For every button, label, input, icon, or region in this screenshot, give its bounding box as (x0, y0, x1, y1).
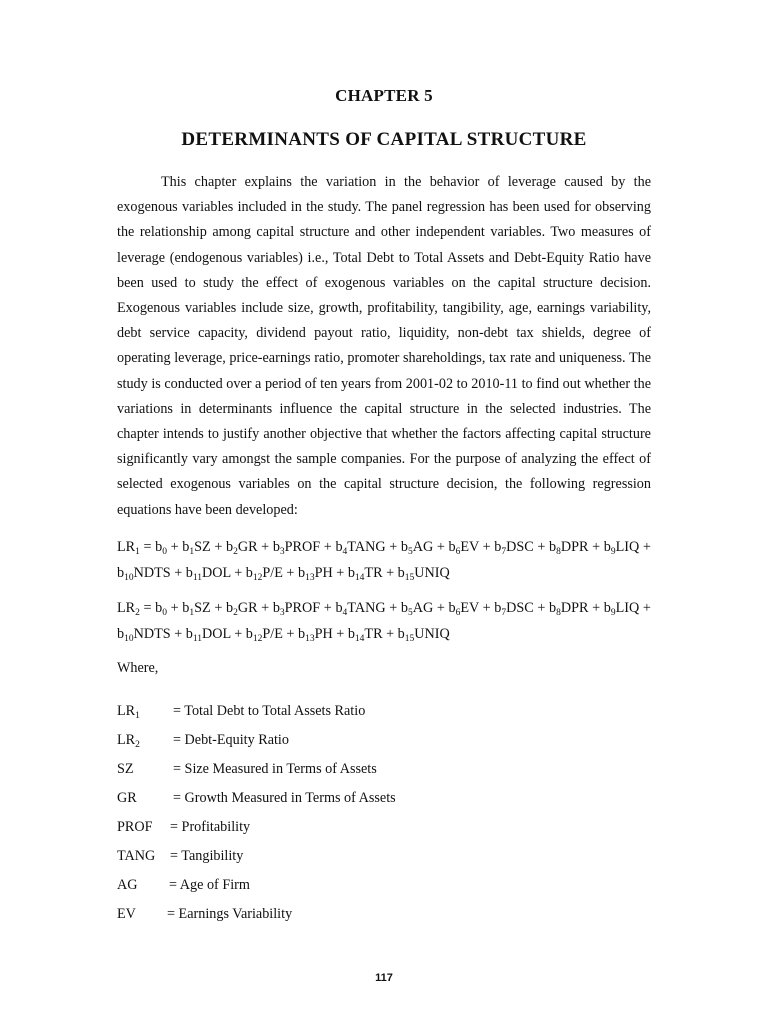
equation-term (398, 626, 450, 642)
term-coefficient: b (117, 564, 125, 581)
term-subscript: 7 (501, 547, 507, 557)
term-coefficient: b (397, 564, 405, 581)
term-variable: DSC (506, 539, 534, 555)
term-coefficient: b (182, 539, 190, 555)
term-subscript: 1 (189, 608, 195, 618)
regression-equation-2: $LR_2 = b_0 + b_1SZ + b_2GR$ + $b_3PROF$ + $b_4TANG + b_5AG + b_6EV + b_7DSC + b_8DPR + b_9LIQ$ + $b_{10}NDTS + b_{11}DOL + b_{12}P/E + b_{13}PH + b_{14}TR$ + $b_{15}UNIQ$ (117, 600, 651, 644)
term-variable: EV (460, 600, 479, 616)
equation-term (246, 626, 283, 642)
term-variable: UNIQ (414, 625, 450, 642)
term-subscript: 3 (279, 608, 285, 618)
symbol-text: EV (117, 906, 136, 922)
term-coefficient: b (245, 625, 253, 642)
definition-row (117, 726, 651, 755)
definition-text: = Age of Firm (169, 877, 250, 893)
definition-row (117, 755, 651, 784)
definition-symbol (117, 726, 140, 755)
term-coefficient: b (297, 564, 306, 581)
term-subscript: 4 (342, 547, 348, 557)
equation-term (448, 539, 479, 555)
term-variable: PH (314, 564, 333, 581)
equation-term (186, 626, 231, 642)
equation-term (298, 626, 333, 642)
term-subscript: 6 (455, 547, 461, 557)
term-subscript: 2 (233, 608, 238, 618)
equation-term (549, 600, 588, 616)
equation-term (226, 600, 258, 616)
equation-lhs: LR (117, 539, 136, 555)
term-subscript: 0 (162, 547, 168, 557)
term-coefficient: b (494, 539, 502, 555)
symbol-subscript: 1 (135, 711, 140, 721)
term-coefficient: b (494, 600, 502, 616)
definition-symbol (117, 784, 137, 813)
equation-term (182, 539, 210, 555)
equation-term (186, 565, 231, 581)
definition-row (117, 871, 651, 900)
definition-symbol (117, 842, 155, 871)
equation-term (401, 600, 433, 616)
definition-symbol (117, 900, 136, 929)
term-coefficient: b (347, 564, 355, 581)
definition-symbol (117, 697, 140, 726)
symbol-text: LR (117, 732, 136, 748)
term-subscript: 6 (455, 608, 461, 618)
term-subscript: 14 (354, 572, 365, 583)
equation-lhs-subscript: 1 (135, 547, 140, 557)
term-subscript: 14 (354, 633, 365, 644)
where-label: Where, (117, 660, 159, 676)
equation-term (246, 565, 283, 581)
term-variable: AG (412, 539, 434, 555)
definition-symbol (117, 871, 138, 900)
term-subscript: 10 (124, 633, 134, 644)
equation-term (604, 539, 639, 555)
term-subscript: 8 (556, 547, 561, 557)
equation-term (401, 539, 433, 555)
equation-term (335, 539, 385, 555)
chapter-label: CHAPTER 5 (335, 86, 433, 105)
term-variable: PH (314, 625, 333, 642)
term-variable: P/E (262, 564, 283, 581)
term-subscript: 15 (404, 572, 415, 583)
term-variable: PROF (284, 539, 321, 555)
equation-term (549, 539, 588, 555)
term-subscript: 10 (124, 572, 134, 583)
chapter-title: DETERMINANTS OF CAPITAL STRUCTURE (181, 129, 587, 150)
equation-term (226, 539, 258, 555)
term-coefficient: b (272, 600, 280, 616)
term-variable: AG (412, 600, 434, 616)
term-variable: SZ (194, 539, 211, 555)
equation-term (273, 539, 320, 555)
term-coefficient: b (549, 600, 557, 616)
variable-definitions (117, 697, 651, 929)
term-subscript: 2 (233, 547, 238, 557)
equation-lhs: LR (117, 600, 136, 616)
term-subscript: 12 (252, 572, 263, 583)
term-coefficient: b (117, 625, 125, 642)
term-variable: SZ (194, 600, 211, 616)
equation-term (604, 600, 639, 616)
definition-text: = Earnings Variability (167, 906, 293, 922)
equation-term (298, 565, 333, 581)
term-coefficient: b (400, 600, 408, 616)
symbol-text: LR (117, 703, 136, 719)
equation-term (117, 565, 171, 581)
term-variable: LIQ (615, 600, 640, 616)
term-coefficient: b (603, 539, 611, 555)
definition-text: = Growth Measured in Terms of Assets (173, 790, 396, 806)
term-coefficient: b (272, 539, 280, 555)
term-variable: TR (364, 625, 383, 642)
term-coefficient: b (335, 539, 343, 555)
term-coefficient: b (347, 625, 355, 642)
definition-text: = Total Debt to Total Assets Ratio (173, 703, 366, 719)
term-subscript: 5 (407, 608, 413, 618)
equation-term (335, 600, 385, 616)
equation-term (155, 539, 167, 555)
term-coefficient: b (185, 564, 193, 581)
equation-term (494, 600, 533, 616)
term-variable: NDTS (133, 625, 171, 642)
definition-row (117, 784, 651, 813)
term-variable: PROF (284, 600, 321, 616)
term-coefficient: b (225, 600, 234, 616)
term-coefficient: b (155, 539, 163, 555)
term-subscript: 0 (162, 608, 168, 618)
term-subscript: 15 (404, 633, 415, 644)
term-coefficient: b (448, 539, 456, 555)
term-subscript: 3 (279, 547, 285, 557)
term-subscript: 13 (305, 633, 315, 644)
term-variable: TANG (347, 600, 386, 616)
term-variable: UNIQ (414, 564, 450, 581)
regression-equation-1: $LR_1 = b_0 + b_1SZ + b_2GR$ + $b_3PROF$ + $b_4TANG + b_5AG + b_6EV + b_7DSC + b_8DPR + b_9LIQ$ + $b_{10}NDTS + b_{11}DOL + b_{12}P/E + b_{13}PH + b_{14}TR$ + $b_{15}UNIQ$ (117, 539, 651, 583)
term-variable: DOL (202, 564, 231, 581)
term-coefficient: b (603, 600, 611, 616)
equation-term (182, 600, 210, 616)
definition-text: = Debt-Equity Ratio (173, 732, 289, 748)
term-coefficient: b (335, 600, 343, 616)
term-coefficient: b (225, 539, 234, 555)
equation-term (398, 565, 450, 581)
term-variable: NDTS (133, 564, 171, 581)
symbol-text: GR (117, 790, 137, 806)
term-coefficient: b (182, 600, 190, 616)
equation-term (348, 626, 383, 642)
term-coefficient: b (397, 625, 405, 642)
term-variable: DPR (560, 600, 589, 616)
equation-lhs-subscript: 2 (135, 608, 140, 618)
term-variable: DOL (202, 625, 231, 642)
equation-term (117, 626, 171, 642)
definition-symbol (117, 755, 134, 784)
equation-term (494, 539, 533, 555)
term-coefficient: b (155, 600, 163, 616)
term-subscript: 9 (610, 608, 616, 618)
definition-text: = Profitability (170, 819, 251, 835)
term-variable: GR (237, 539, 258, 555)
term-subscript: 5 (407, 547, 413, 557)
symbol-text: TANG (117, 848, 156, 864)
definition-row (117, 813, 651, 842)
term-coefficient: b (245, 564, 253, 581)
equation-term (273, 600, 320, 616)
definition-symbol (117, 813, 153, 842)
term-variable: TANG (347, 539, 386, 555)
term-variable: EV (460, 539, 479, 555)
term-subscript: 9 (610, 547, 616, 557)
term-variable: GR (237, 600, 258, 616)
definition-row (117, 900, 651, 929)
symbol-text: AG (117, 877, 138, 893)
term-subscript: 11 (192, 572, 203, 583)
definition-row (117, 697, 651, 726)
intro-paragraph: This chapter explains the variation in the behavior of leverage caused by the exogenous variables included in the study. The panel regression has been used for observing the relationship among capital structure and other independent variables. Two measures of leverage (endogenous variables) i.e., Total Debt to Total Assets and Debt-Equity Ratio have been used to study the effect of exogenous variables on the capital structure decision. Exogenous variables include size, growth, profitability, tangibility, age, earnings variability, debt service capacity, dividend payout ratio, liquidity, non-debt tax shields, degree of operating leverage, price-earnings ratio, promoter shareholdings, tax rate and uniqueness. The study is conducted over a period of ten years from 2001-02 to 2010-11 to find out whether the variations in determinants influence the capital structure in the selected industries. The chapter intends to justify another objective that whether the factors affecting capital structure significantly vary amongst the sample companies. For the purpose of analyzing the effect of selected exogenous variables on the capital structure decision, the following regression equations have been developed: (117, 174, 651, 518)
term-subscript: 1 (189, 547, 195, 557)
definition-row (117, 842, 651, 871)
term-coefficient: b (185, 625, 193, 642)
term-subscript: 11 (192, 633, 203, 644)
page-number: 117 (375, 972, 393, 984)
term-subscript: 7 (501, 608, 507, 618)
term-coefficient: b (549, 539, 557, 555)
term-subscript: 8 (556, 608, 561, 618)
term-subscript: 13 (305, 572, 315, 583)
symbol-text: SZ (117, 761, 134, 777)
equation-term (448, 600, 479, 616)
term-variable: DPR (560, 539, 589, 555)
definition-text: = Size Measured in Terms of Assets (173, 761, 377, 777)
term-variable: P/E (262, 625, 283, 642)
symbol-text: PROF (117, 819, 153, 835)
term-coefficient: b (448, 600, 456, 616)
definition-text: = Tangibility (170, 848, 244, 864)
term-variable: LIQ (615, 539, 640, 555)
term-subscript: 4 (342, 608, 348, 618)
term-coefficient: b (297, 625, 306, 642)
term-variable: TR (364, 564, 383, 581)
term-coefficient: b (400, 539, 408, 555)
term-variable: DSC (506, 600, 534, 616)
symbol-subscript: 2 (135, 740, 140, 750)
equation-term (348, 565, 383, 581)
equation-term (155, 600, 167, 616)
term-subscript: 12 (252, 633, 263, 644)
